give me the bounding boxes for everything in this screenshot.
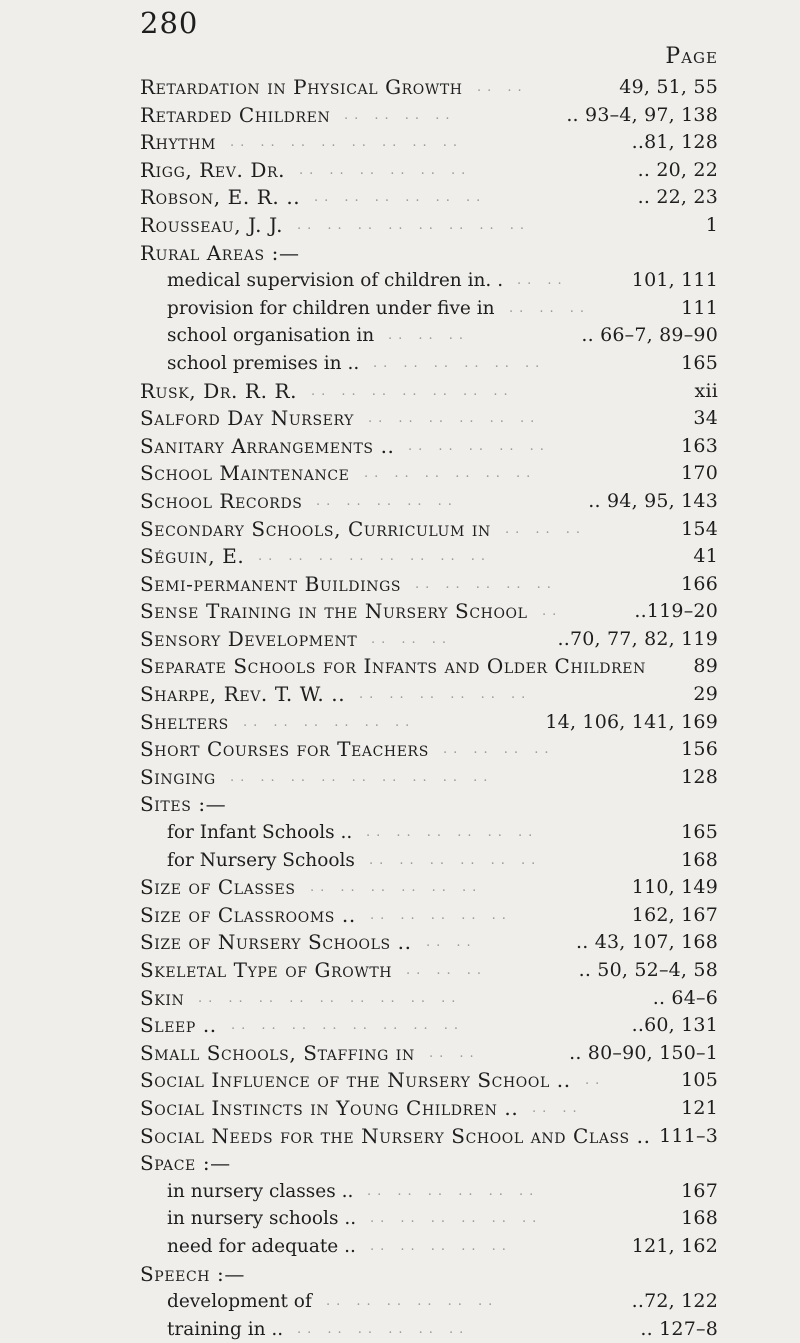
entry-title: provision for children under five in — [167, 297, 495, 319]
entry-title: Salford Day Nursery — [140, 406, 355, 431]
entry-title: Retardation in Physical Growth — [140, 75, 463, 99]
index-entry — [140, 1123, 718, 1151]
entry-title: medical supervision of children in. . — [167, 270, 504, 292]
entry-pages: xii — [691, 378, 718, 406]
entry-title: Size of Nursery Schools .. — [140, 930, 412, 955]
leader-dots: .. .. .. — [388, 328, 470, 344]
index-entry — [140, 1012, 718, 1040]
entry-title: Rousseau, J. J. — [140, 212, 284, 237]
index-entry — [140, 74, 718, 102]
entry-title: Sleep .. — [140, 1013, 217, 1038]
entry-title: in nursery classes .. — [167, 1180, 354, 1202]
entry-pages: 14, 106, 141, 169 — [541, 709, 718, 737]
entry-title: Sense Training in the Nursery School — [140, 599, 528, 624]
entry-title: for Nursery Schools — [167, 849, 355, 871]
index-entry — [140, 681, 718, 709]
entry-pages: 49, 51, 55 — [615, 74, 718, 102]
index-entry — [140, 102, 718, 130]
index-subentry — [140, 1178, 718, 1206]
entry-title: School Maintenance — [140, 461, 350, 486]
entry-title: need for adequate .. — [167, 1235, 356, 1257]
index-entry — [140, 791, 718, 819]
entry-title: Shelters — [140, 709, 229, 734]
index-entry — [140, 543, 718, 571]
entry-pages: 168 — [677, 847, 718, 875]
entry-title: for Infant Schools .. — [167, 822, 353, 844]
entry-title: Size of Classes — [140, 875, 296, 900]
leader-dots: .. .. .. .. .. .. — [367, 1183, 540, 1199]
index-entry — [140, 488, 718, 516]
entry-pages: 41 — [689, 543, 718, 571]
entry-title: Speech :— — [140, 1261, 245, 1286]
leader-dots: .. — [585, 1073, 606, 1089]
leader-dots: .. .. .. .. .. — [370, 907, 512, 923]
entry-pages: ..70, 77, 82, 119 — [553, 626, 718, 654]
leader-dots: .. .. .. — [509, 300, 591, 316]
entry-title: Rusk, Dr. R. R. — [140, 378, 298, 403]
entry-pages: 156 — [677, 736, 718, 764]
entry-pages: 111 — [677, 295, 718, 323]
index-subentry — [140, 847, 718, 875]
index-entry — [140, 929, 718, 957]
index-entry — [140, 1150, 718, 1178]
entry-title: Rigg, Rev. Dr. — [140, 157, 286, 182]
leader-dots: .. .. .. .. — [443, 742, 555, 758]
entry-title: Rhythm — [140, 130, 216, 155]
leader-dots: .. .. .. .. .. .. — [243, 714, 416, 730]
entry-title: school premises in .. — [167, 352, 360, 374]
leader-dots: .. .. .. .. .. .. — [369, 852, 542, 868]
leader-dots: .. .. .. .. .. — [370, 1238, 512, 1254]
entry-pages: ..119–20 — [630, 598, 718, 626]
entry-pages: .. 66–7, 89–90 — [577, 322, 718, 350]
entry-title: Retarded Children — [140, 102, 331, 127]
entry-pages: ..60, 131 — [628, 1012, 718, 1040]
leader-dots: .. .. .. .. .. .. — [370, 1211, 543, 1227]
leader-dots: .. .. .. — [505, 521, 587, 537]
leader-dots: .. .. .. .. .. .. .. .. — [231, 1018, 465, 1034]
entry-pages: .. 127–8 — [636, 1316, 718, 1343]
index-list — [140, 74, 718, 1343]
leader-dots: .. .. .. .. .. — [316, 493, 458, 509]
index-entry — [140, 157, 718, 185]
index-entry — [140, 1095, 718, 1123]
index-entry — [140, 184, 718, 212]
page-number: 280 — [140, 6, 199, 40]
entry-pages: .. 43, 107, 168 — [572, 929, 718, 957]
entry-pages: 1 — [702, 212, 718, 240]
entry-pages: .. 50, 52–4, 58 — [575, 957, 718, 985]
index-entry — [140, 212, 718, 240]
index-entry — [140, 433, 718, 461]
index-entry — [140, 129, 718, 157]
index-entry — [140, 957, 718, 985]
leader-dots: .. .. — [477, 80, 528, 95]
leader-dots: .. .. .. .. .. .. — [364, 466, 537, 482]
leader-dots: .. .. .. .. .. .. .. .. — [258, 549, 492, 565]
index-entry — [140, 516, 718, 544]
entry-title: Social Influence of the Nursery School .. — [140, 1068, 571, 1093]
entry-pages: 162, 167 — [628, 902, 718, 930]
entry-pages: 170 — [677, 460, 718, 488]
entry-title: Sensory Development — [140, 626, 358, 651]
index-entry — [140, 378, 718, 406]
entry-title: Space :— — [140, 1151, 231, 1176]
entry-title: Skin — [140, 985, 185, 1010]
leader-dots: .. .. — [429, 1045, 480, 1061]
leader-dots: .. .. .. .. .. .. — [314, 190, 487, 206]
entry-pages: 165 — [677, 350, 718, 378]
entry-pages: 168 — [677, 1205, 718, 1233]
index-subentry — [140, 295, 718, 323]
leader-dots: .. .. .. .. .. .. .. .. — [230, 135, 464, 151]
index-entry — [140, 736, 718, 764]
entry-title: Sharpe, Rev. T. W. .. — [140, 682, 346, 707]
entry-pages: 89 — [689, 653, 718, 681]
leader-dots: .. .. .. .. .. .. — [297, 1321, 470, 1337]
index-entry — [140, 985, 718, 1013]
entry-title: training in .. — [167, 1318, 284, 1340]
entry-pages: .. 20, 22 — [634, 157, 718, 185]
leader-dots: .. .. — [426, 935, 477, 951]
entry-pages: 163 — [677, 433, 718, 461]
entry-pages: ..81, 128 — [628, 129, 718, 157]
entry-pages: 121 — [677, 1095, 718, 1123]
entry-pages: 101, 111 — [628, 267, 718, 295]
entry-pages: 111–3 — [655, 1123, 718, 1151]
leader-dots: .. .. .. .. .. .. — [368, 411, 541, 427]
entry-pages: 167 — [677, 1178, 718, 1206]
leader-dots: .. .. .. .. .. .. .. .. .. — [230, 769, 494, 785]
index-subentry — [140, 322, 718, 350]
index-subentry — [140, 1205, 718, 1233]
entry-title: Skeletal Type of Growth — [140, 958, 393, 982]
entry-title: Rural Areas :— — [140, 240, 300, 265]
entry-title: Séguin, E. — [140, 544, 245, 569]
index-entry — [140, 902, 718, 930]
leader-dots: .. — [542, 604, 563, 620]
entry-title: Small Schools, Staffing in — [140, 1040, 415, 1065]
leader-dots: .. .. — [532, 1100, 583, 1116]
entry-title: Sanitary Arrangements .. — [140, 433, 395, 458]
index-subentry — [140, 1316, 718, 1343]
entry-pages: .. 94, 95, 143 — [584, 488, 718, 516]
leader-dots: .. .. .. .. .. .. — [310, 880, 483, 896]
entry-pages: 154 — [677, 516, 718, 544]
leader-dots: .. .. .. .. .. .. — [373, 355, 546, 371]
entry-pages: 166 — [677, 571, 718, 599]
index-entry — [140, 1067, 718, 1095]
index-entry — [140, 460, 718, 488]
leader-dots: .. .. .. .. — [344, 107, 456, 123]
entry-pages: .. 22, 23 — [634, 184, 718, 212]
entry-title: Size of Classrooms .. — [140, 902, 356, 927]
entry-pages: 105 — [677, 1067, 718, 1095]
entry-title: in nursery schools .. — [167, 1208, 357, 1230]
entry-pages: 34 — [689, 405, 718, 433]
index-subentry — [140, 350, 718, 378]
entry-title: Semi-permanent Buildings — [140, 571, 402, 596]
entry-pages: 128 — [677, 764, 718, 792]
leader-dots: .. .. .. .. .. .. — [326, 1294, 499, 1310]
entry-pages: 121, 162 — [628, 1233, 718, 1261]
entry-pages: ..72, 122 — [628, 1288, 718, 1316]
index-entry — [140, 598, 718, 626]
index-entry — [140, 571, 718, 599]
index-subentry — [140, 267, 718, 295]
leader-dots: .. .. .. .. .. .. .. — [311, 383, 514, 399]
entry-title: Social Needs for the Nursery School and Class .. — [140, 1123, 651, 1148]
leader-dots: .. .. .. .. .. .. — [359, 687, 532, 703]
leader-dots: .. .. .. .. .. — [408, 438, 550, 454]
leader-dots: .. .. .. .. .. .. .. .. — [297, 217, 531, 233]
leader-dots: .. .. .. .. .. .. — [299, 162, 472, 178]
index-entry — [140, 874, 718, 902]
entry-title: Robson, E. R. .. — [140, 185, 301, 210]
entry-title: school organisation in — [167, 325, 375, 347]
entry-pages: .. 93–4, 97, 138 — [562, 102, 718, 130]
entry-title: Singing — [140, 764, 216, 789]
leader-dots: .. .. — [517, 273, 568, 289]
entry-pages: 29 — [689, 681, 718, 709]
entry-title: Social Instincts in Young Children .. — [140, 1095, 519, 1120]
index-entry — [140, 764, 718, 792]
leader-dots: .. .. .. .. .. .. .. .. .. — [198, 990, 462, 1006]
entry-pages: 110, 149 — [628, 874, 718, 902]
index-entry — [140, 405, 718, 433]
entry-title: Secondary Schools, Curriculum in — [140, 516, 491, 541]
entry-title: Separate Schools for Infants and Older Children — [140, 654, 646, 679]
entry-pages: .. 80–90, 150–1 — [565, 1040, 718, 1068]
leader-dots: .. .. .. .. .. — [415, 576, 557, 592]
leader-dots: .. .. .. — [371, 631, 453, 647]
page-column-header: Page — [665, 44, 718, 69]
entry-pages: .. 64–6 — [649, 985, 718, 1013]
index-subentry — [140, 819, 718, 847]
index-entry — [140, 240, 718, 268]
leader-dots: .. .. .. .. .. .. — [366, 825, 539, 841]
index-subentry — [140, 1233, 718, 1261]
entry-title: School Records — [140, 488, 303, 513]
index-entry — [140, 626, 718, 654]
entry-title: Sites :— — [140, 792, 227, 817]
leader-dots: .. .. .. — [406, 963, 488, 978]
entry-pages: 165 — [677, 819, 718, 847]
index-entry — [140, 709, 718, 737]
index-entry — [140, 1040, 718, 1068]
entry-title: development of — [167, 1291, 312, 1313]
index-entry — [140, 653, 718, 681]
entry-title: Short Courses for Teachers — [140, 737, 429, 762]
index-entry — [140, 1261, 718, 1289]
